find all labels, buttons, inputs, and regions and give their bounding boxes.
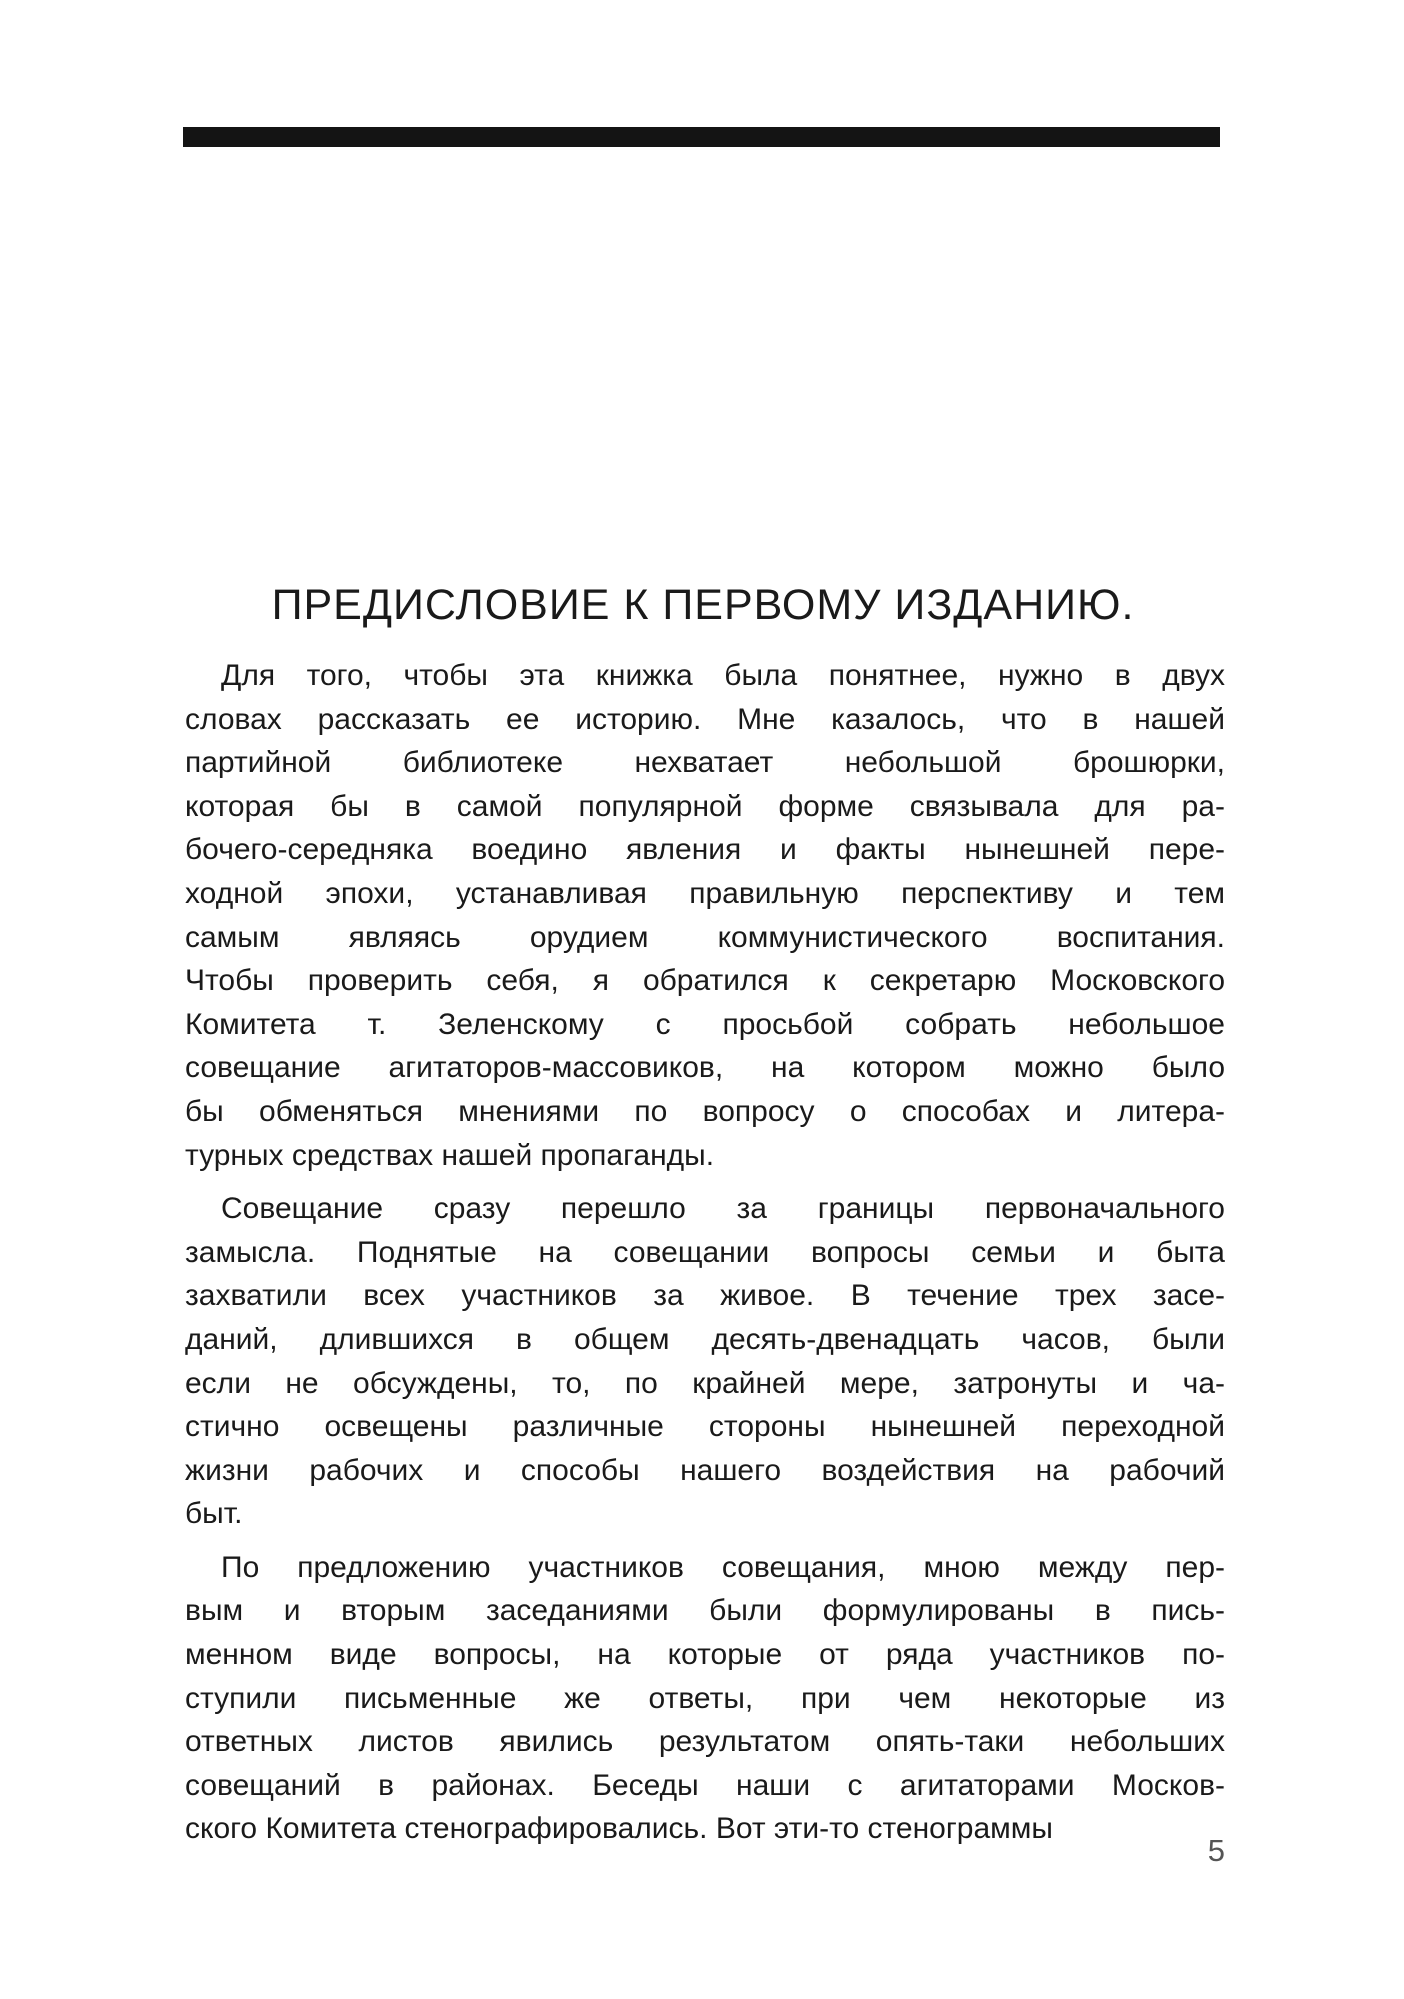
text-line: захватили всех участников за живое. В течение трех засе-: [185, 1279, 1225, 1313]
text-line: Для того, чтобы эта книжка была понятнее, нужно в двух: [221, 659, 1225, 692]
text-line: ходной эпохи, устанавливая правильную перспективу и тем: [185, 876, 1225, 910]
top-rule: [183, 127, 1220, 147]
text-line: Совещание сразу перешло за границы первоначального: [221, 1192, 1225, 1226]
text-line: турных средствах нашей пропаганды.: [185, 1138, 715, 1172]
page-title: ПРЕДИСЛОВИЕ К ПЕРВОМУ ИЗДАНИЮ.: [271, 581, 1135, 629]
text-line: совещание агитаторов-массовиков, на котором можно было: [185, 1051, 1225, 1085]
text-line: Чтобы проверить себя, я обратился к секретарю Московского: [185, 964, 1225, 998]
paragraph-2: [185, 1187, 1225, 1536]
text-line: ступили письменные же ответы, при чем некоторые из: [185, 1681, 1225, 1715]
text-line: совещаний в районах. Беседы наши с агитаторами Москов-: [185, 1768, 1225, 1802]
text-line: даний, длившихся в общем десять-двенадцать часов, были: [185, 1322, 1225, 1356]
text-line: если не обсуждены, то, по крайней мере, затронуты и ча-: [185, 1366, 1225, 1400]
text-line: словах рассказать ее историю. Мне казалось, что в нашей: [185, 702, 1225, 736]
text-line: бочего-середняка воедино явления и факты нынешней пере-: [185, 833, 1225, 867]
page-number: 5: [1207, 1833, 1225, 1868]
body-text: [185, 654, 1225, 1861]
text-line: вым и вторым заседаниями были формулированы в пись-: [185, 1594, 1225, 1628]
text-line: замысла. Поднятые на совещании вопросы семьи и быта: [185, 1235, 1225, 1269]
text-line: ского Комитета стенографировались. Вот эти-то стенограммы: [185, 1812, 1053, 1846]
text-line: бы обменяться мнениями по вопросу о способах и литера-: [185, 1094, 1225, 1128]
text-line: менном виде вопросы, на которые от ряда участников по-: [185, 1638, 1225, 1672]
text-line: По предложению участников совещания, мною между пер-: [221, 1550, 1225, 1584]
text-line: стично освещены различные стороны нынешней переходной: [185, 1410, 1225, 1444]
text-line: которая бы в самой популярной форме связывала для ра-: [185, 789, 1225, 823]
text-line: самым являясь орудием коммунистического воспитания.: [185, 920, 1225, 954]
text-line: ответных листов явились результатом опять-таки небольших: [185, 1725, 1225, 1759]
paragraph-3: [185, 1546, 1225, 1851]
text-line: партийной библиотеке нехватает небольшой брошюрки,: [185, 746, 1225, 780]
text-line: жизни рабочих и способы нашего воздействия на рабочий: [185, 1453, 1225, 1487]
text-line: Комитета т. Зеленскому с просьбой собрать небольшое: [185, 1007, 1225, 1041]
paragraph-1: [185, 654, 1225, 1177]
text-line: быт.: [185, 1497, 243, 1531]
